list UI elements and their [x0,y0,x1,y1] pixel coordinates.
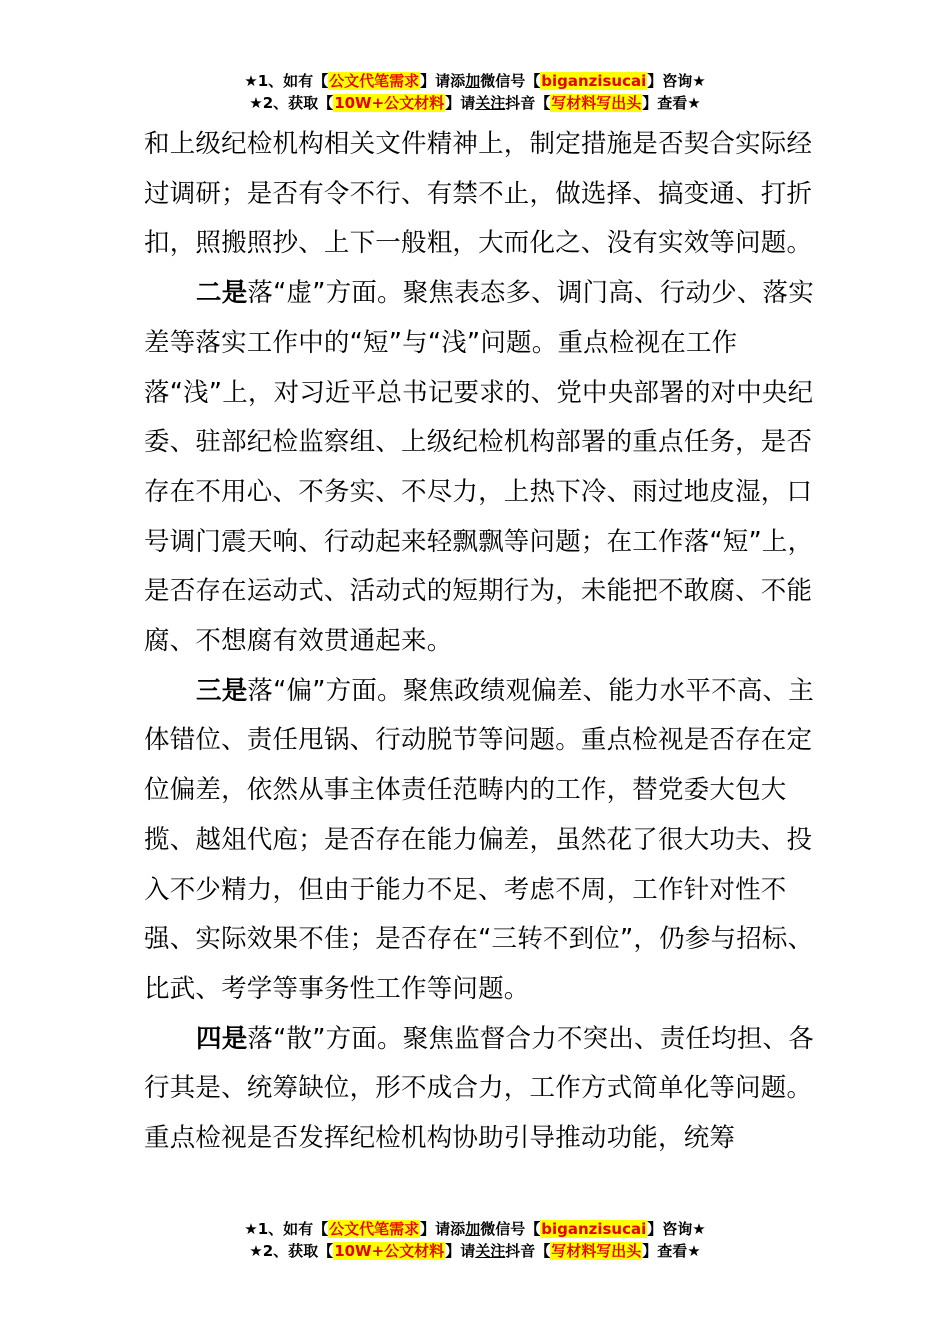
banner-line-1: ★1、如有【公文代笔需求】请添加微信号【biganzisucai】咨询★ [244,72,706,90]
banner-highlight: 写材料写出头 [551,94,642,112]
banner-line-2: ★2、获取【10W+公文材料】请关注抖音【写材料写出头】查看★ [249,1242,701,1260]
paragraph: 四是落“散”方面。聚焦监督合力不突出、责任均担、各行其是、统筹缺位，形不成合力，工作方式简单化等问题。重点检视是否发挥纪检机构协助引导推动功能，统筹 [144,1023,814,1154]
banner-highlight: 写材料写出头 [551,1242,642,1260]
paragraph: 和上级纪检机构相关文件精神上，制定措施是否契合实际经过调研；是否有令不行、有禁不止，做选择、搞变通、打折扣，照搬照抄、上下一般粗，大而化之、没有实效等问题。 [144,129,813,259]
bottom-banner [0,1218,950,1262]
top-banner [0,70,950,114]
paragraph: 三是落“偏”方面。聚焦政绩观偏差、能力水平不高、主体错位、责任甩锅、行动脱节等问题。重点检视是否存在定位偏差，依然从事主体责任范畴内的工作，替党委大包大揽、越俎代庖；是否存在能力偏差，虽然花了很大功夫、投入不少精力，但由于能力不足、考虑不周，工作针对性不强、实际效果不佳；是否存在“三转不到位”，仍参与招标、比武、考学等事务性工作等问题。 [144,675,814,1004]
banner-highlight: biganzisucai [541,1220,647,1238]
banner-highlight: 公文代笔需求 [329,72,420,90]
paragraph-lead: 四是 [196,1023,248,1054]
banner-highlight: 公文代笔需求 [329,1220,420,1238]
banner-line-2: ★2、获取【10W+公文材料】请关注抖音【写材料写出头】查看★ [249,94,701,112]
banner-highlight: 10W+公文材料 [334,1242,445,1260]
banner-highlight: biganzisucai [541,72,647,90]
banner-line-1: ★1、如有【公文代笔需求】请添加微信号【biganzisucai】咨询★ [244,1220,706,1238]
banner-highlight: 10W+公文材料 [334,94,445,112]
paragraph: 二是落“虚”方面。聚焦表态多、调门高、行动少、落实差等落实工作中的“短”与“浅”问题。重点检视在工作落“浅”上，对习近平总书记要求的、党中央部署的对中央纪委、驻部纪检监察组、上级纪检机构部署的重点任务，是否存在不用心、不务实、不尽力，上热下冷、雨过地皮湿，口号调门震天响、行动起来轻飘飘等问题；在工作落“短”上，是否存在运动式、活动式的短期行为，未能把不敢腐、不能腐、不想腐有效贯通起来。 [144,278,814,657]
paragraph-lead: 二是 [196,278,248,309]
paragraph-lead: 三是 [196,675,248,706]
document-body [144,120,824,1164]
